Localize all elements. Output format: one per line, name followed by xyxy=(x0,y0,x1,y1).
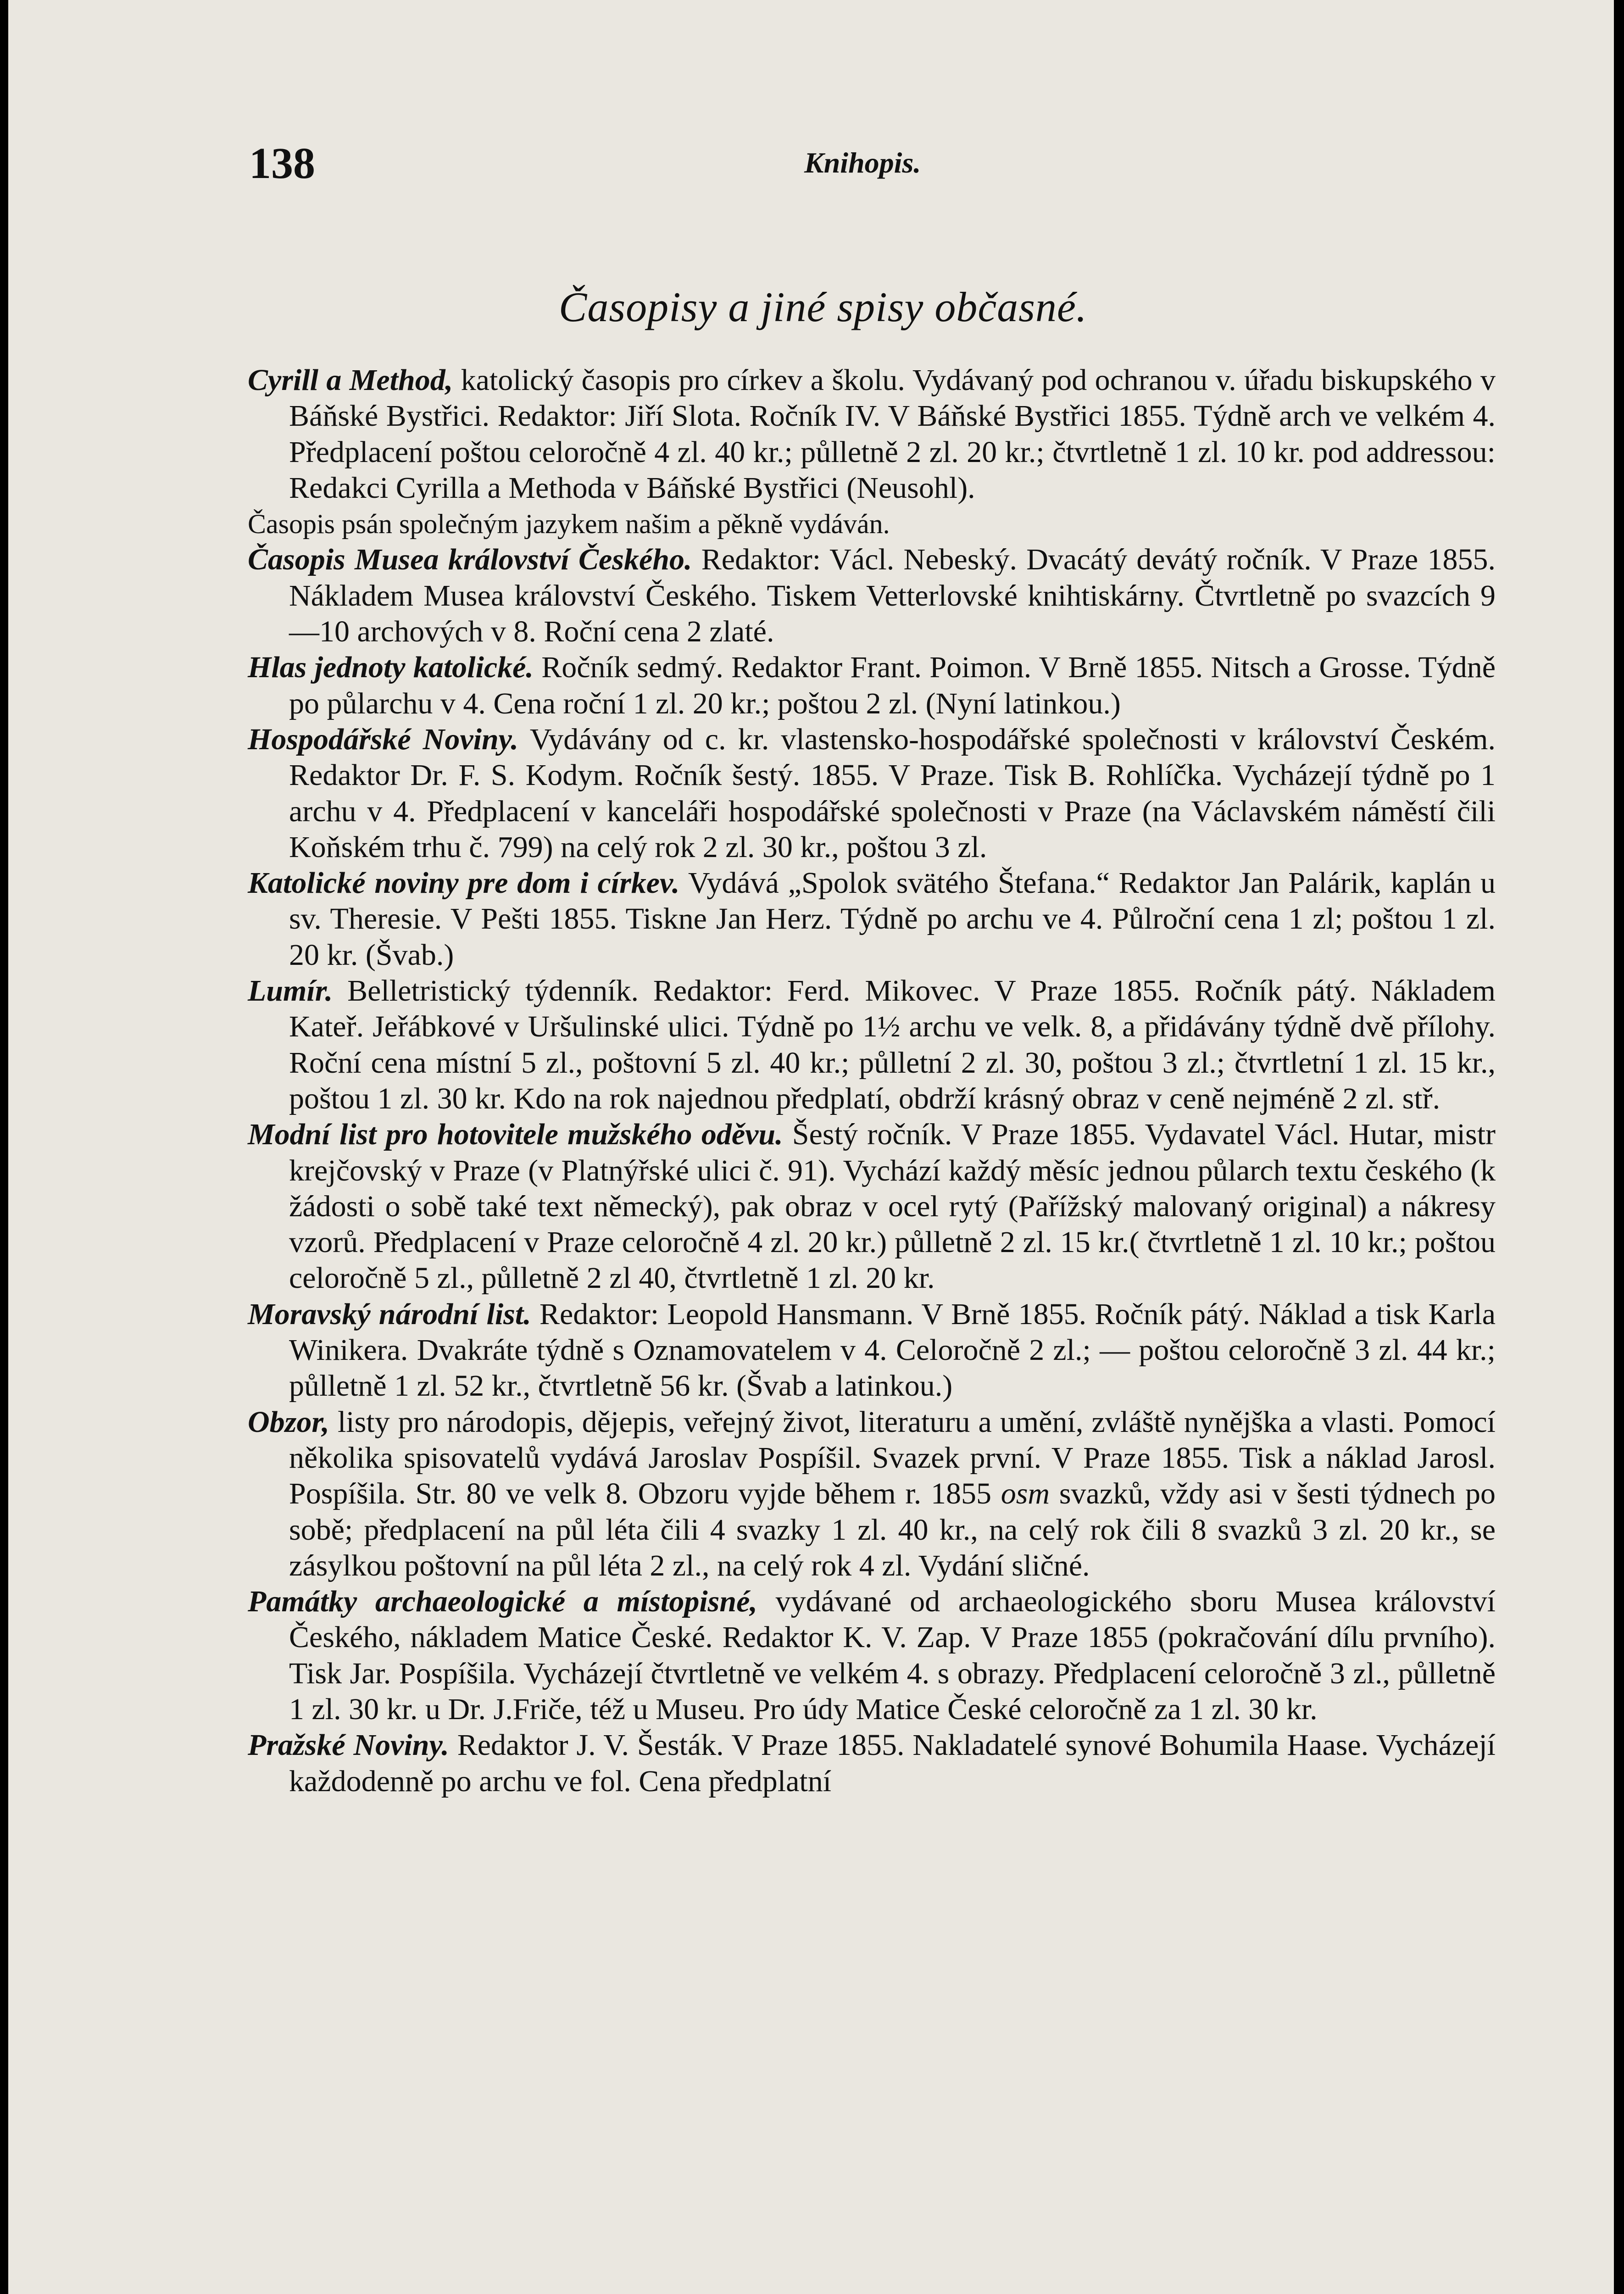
entry-title: Cyrill a Method, xyxy=(248,363,453,397)
entry-text: Vydává „Spolok svätého Štefana.“ Redaktor Jan Palárik, kaplán u sv. Theresie. V Pešti 1855. Tiskne Jan Herz. Týdně po archu ve 4. Půlroční cena 1 zl; poštou 1 zl. 20 kr. (Švab.) xyxy=(289,866,1496,972)
entry-pamatky-archaeologicke xyxy=(248,1584,1496,1727)
entry-text: vydávané od archaeologického sboru Musea království Českého, nákladem Matice České. Redaktor K. V. Zap. V Praze 1855 (pokračování dílu prvního). Tisk Jar. Pospíšila. Vycházejí čtvrtletně ve velkém 4. s obrazy. Předplacení celoročně 3 zl., půlletně 1 zl. 30 kr. u Dr. J.Friče, též u Museu. Pro údy Matice České celoročně za 1 zl. 30 kr. xyxy=(289,1585,1496,1726)
entry-text: Redaktor: Václ. Nebeský. Dvacátý devátý ročník. V Praze 1855. Nákladem Musea království Českého. Tiskem Vetterlovské knihtiskárny. Čtvrtletně po svazcích 9—10 archových v 8. Roční cena 2 zlaté. xyxy=(289,543,1496,649)
entry-text: Redaktor J. V. Šesták. V Praze 1855. Nakladatelé synové Bohumila Haase. Vycházejí každodenně po archu ve fol. Cena předplatní xyxy=(289,1728,1496,1798)
running-head: Knihopis. xyxy=(804,146,921,179)
entry-title: Památky archaeologické a místopisné, xyxy=(248,1585,757,1619)
entry-title: Moravský národní list. xyxy=(248,1297,531,1331)
entry-prazske-noviny xyxy=(248,1727,1496,1799)
entry-title: Katolické noviny pre dom i církev. xyxy=(248,866,680,900)
entry-text: Belletristický týdenník. Redaktor: Ferd. Mikovec. V Praze 1855. Ročník pátý. Nákladem Kateř. Jeřábkové v Uršulinské ulici. Týdně po 1½ archu ve velk. 8, a přidávány týdně dvě přílohy. Roční cena místní 5 zl., poštovní 5 zl. 40 kr.; půlletní 2 zl. 30, poštou 3 zl.; čtvrtletní 1 zl. 15 kr., poštou 1 zl. 30 kr. Kdo na rok najednou předplatí, obdrží krásný obraz v ceně nejméně 2 zl. stř. xyxy=(289,974,1496,1115)
entry-obzor xyxy=(248,1404,1496,1584)
entry-casopis-musea xyxy=(248,542,1496,650)
entry-hospodarske-noviny xyxy=(248,722,1496,865)
entry-title: Hlas jednoty katolické. xyxy=(248,651,534,685)
entry-lumir xyxy=(248,973,1496,1117)
entry-title: Pražské Noviny. xyxy=(248,1728,449,1762)
entry-cyrill-method xyxy=(248,362,1496,542)
entry-text-emphasis: osm xyxy=(1001,1477,1050,1511)
entry-text: listy pro národopis, dějepis, veřejný život, literaturu a umění, zvláště nynějška a vlasti. Pomocí několika spisovatelů vydává Jaroslav Pospíšil. Svazek první. V Praze 1855. Tisk a náklad Jarosl. Pospíšila. Str. 80 ve velk 8. Obzoru vyjde během r. 1855 xyxy=(289,1405,1496,1511)
entry-note: Časopis psán společným jazykem našim a pěkně vydáván. xyxy=(248,509,890,540)
entry-text: Šestý ročník. V Praze 1855. Vydavatel Václ. Hutar, mistr krejčovský v Praze (v Platnýřské ulici č. 91). Vychází každý měsíc jednou půlarch textu českého (k žádosti o sobě také text německý), pak obraz v ocel rytý (Pařížský malovaný original) a nákresy vzorů. Předplacení v Praze celoročně 4 zl. 20 kr.) půlletně 2 zl. 15 kr.( čtvrtletně 1 zl. 10 kr.; poštou celoročně 5 zl., půlletně 2 zl 40, čtvrtletně 1 zl. 20 kr. xyxy=(289,1118,1496,1295)
entry-title: Modní list pro hotovitele mužského oděvu. xyxy=(248,1118,783,1152)
entry-title: Obzor, xyxy=(248,1405,329,1439)
entry-modni-list xyxy=(248,1117,1496,1296)
entry-title: Lumír. xyxy=(248,974,333,1008)
book-page xyxy=(8,0,1614,2294)
entries-list xyxy=(248,362,1496,1799)
entry-title: Časopis Musea království Českého. xyxy=(248,543,692,577)
entry-text: katolický časopis pro církev a školu. Vydávaný pod ochranou v. úřadu biskupského v Báňské Bystřici. Redaktor: Jiří Slota. Ročník IV. V Báňské Bystřici 1855. Týdně arch ve velkém 4. Předplacení poštou celoročně 4 zl. 40 kr.; půlletně 2 zl. 20 kr.; čtvrtletně 1 zl. 10 kr. pod addressou: Redakci Cyrilla a Methoda v Báňské Bystřici (Neusohl). xyxy=(289,363,1496,505)
section-title: Časopisy a jiné spisy občasné. xyxy=(559,284,1087,330)
entry-title: Hospodářské Noviny. xyxy=(248,722,519,756)
entry-text: Ročník sedmý. Redaktor Frant. Poimon. V Brně 1855. Nitsch a Grosse. Týdně po půlarchu v 4. Cena roční 1 zl. 20 kr.; poštou 2 zl. (Nyní latinkou.) xyxy=(289,651,1496,720)
entry-katolicke-noviny xyxy=(248,865,1496,973)
entry-text: svazků, vždy asi v šesti týdnech po sobě; předplacení na půl léta čili 4 svazky 1 zl. 40 kr., na celý rok čili 8 svazků 3 zl. 20 kr., se zásylkou poštovní na půl léta 2 zl., na celý rok 4 zl. Vydání sličné. xyxy=(289,1477,1496,1582)
page-number: 138 xyxy=(249,139,315,188)
entry-text: Vydávány od c. kr. vlastensko-hospodářské společnosti v království Českém. Redaktor Dr. F. S. Kodym. Ročník šestý. 1855. V Praze. Tisk B. Rohlíčka. Vycházejí týdně po 1 archu v 4. Předplacení v kanceláři hospodářské společnosti v Praze (na Václavském náměstí čili Koňském trhu č. 799) na celý rok 2 zl. 30 kr., poštou 3 zl. xyxy=(289,722,1496,864)
entry-text: Redaktor: Leopold Hansmann. V Brně 1855. Ročník pátý. Náklad a tisk Karla Winikera. Dvakráte týdně s Oznamovatelem v 4. Celoročně 2 zl.; — poštou celoročně 3 zl. 44 kr.; půlletně 1 zl. 52 kr., čtvrtletně 56 kr. (Švab a latinkou.) xyxy=(289,1297,1496,1403)
entry-hlas-jednoty xyxy=(248,650,1496,722)
entry-moravsky-narodni-list xyxy=(248,1297,1496,1404)
